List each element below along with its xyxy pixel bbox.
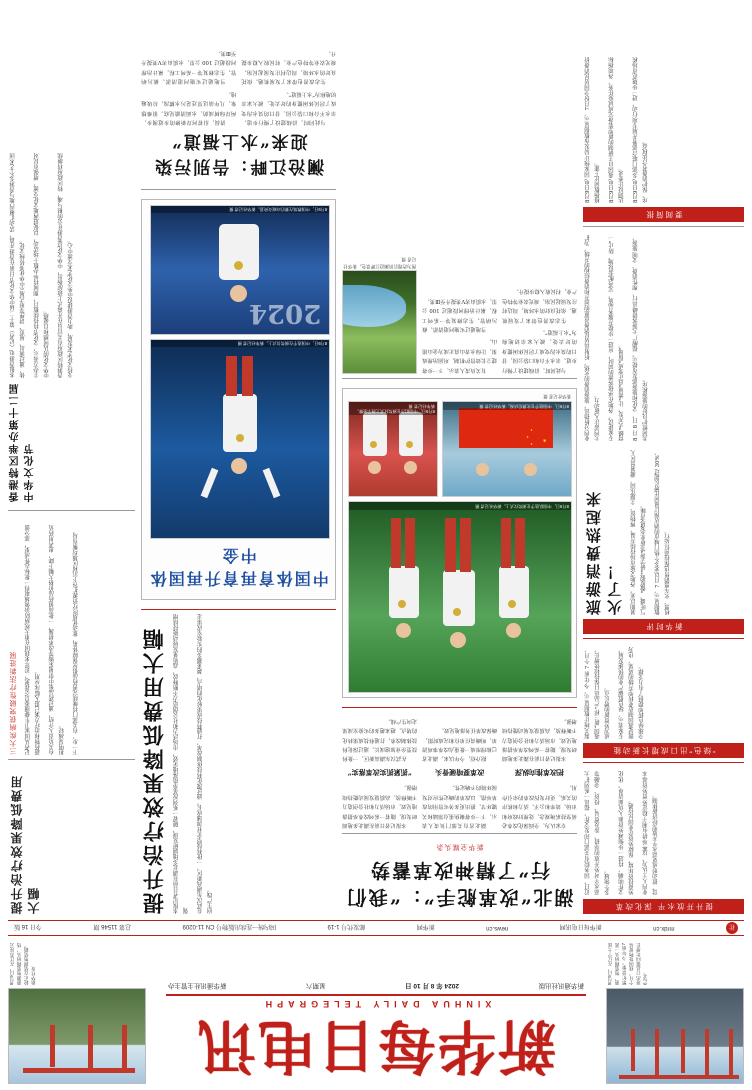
lead-story-headline[interactable]: 湖北“改革舵手”：“我们行”了精神改革蓄势 (345, 859, 574, 908)
bottom-para-2: 与此同时，沿线建设了慢行步道、亲水平台和口袋公园，昔日的臭水沟变成了居民休闲健身的好去处，被大家亲切地称为“水上福道”。 (241, 90, 337, 125)
lead-subhead-0: “抓紧抓实改革落实” (347, 767, 412, 777)
divider (583, 226, 744, 227)
divider (8, 510, 135, 511)
brief-item-2: 8月9日电 多部门联合部署开展专项行动，进一步规范市场秩序，保护消费者合法权益。 (632, 57, 649, 203)
cn-code: 国内统一连续出版物号 CN 11-0209 (182, 923, 277, 930)
rail-box2-label: “绿色”出口成增长新动能 (583, 743, 744, 758)
olympic-photo-package-right (342, 388, 577, 699)
commentary-para-4: 8 月 8 日，文化和旅游部发布提示，提醒广大游客错峰出行、理性消费、文明旅游，共同维护良好的旅游秩序。 (632, 235, 649, 441)
port-photo-left (606, 988, 744, 1084)
column-right (583, 23, 744, 914)
rail-box1-para-1: 文件明确，将进一步缩减外资准入负面清单，优化外商投资环境，保障外资企业国民待遇。 (618, 771, 635, 895)
rail-box1-para-0: 近日，国务院有关部门印发文件，提出一系列扩大高水平对外开放的举措，涉及贸易、投资、金融等多个领域。 (584, 771, 611, 895)
weekday: 星期六 (306, 982, 326, 990)
lead-vpara-1: 在武汉东湖高新区，一批科技型企业加速成长。通过深化科技体制改革，打通科技成果转化的堵点，越来越多的实验室成果走向生产线。 (197, 614, 214, 914)
divider-red (342, 707, 577, 708)
left-feature-para-2: 下一步，有关部门将继续完善药品供应保障体系，推动优质医疗资源扩容下沉和区域均衡布局。 (73, 528, 80, 755)
lead-subhead-2: 把改革推向纵深 (514, 767, 564, 777)
rail-box1-label: 提升开放水平 深化改革 (583, 899, 744, 914)
column-center-right (342, 23, 577, 914)
bottom-right-para-0: 有关负责人表示，下一步将建立长效管护机制，巩固治理成果，让绿水青山真正成为金山银山。 (422, 338, 497, 373)
photo-pair-caption: 8月9日，中国组合在颁奖仪式上展示金牌。新华社记者 摄 (349, 402, 437, 415)
commentary-para-2: 业内分析指出，旅游消费的火热，折射出居民消费意愿的回升和消费结构的升级，为扩大内需注入新动力。 (584, 235, 601, 441)
photo-river-caption: 图为治理后的澜沧江畔景色。新华社记者 摄 (343, 256, 417, 268)
left-feature-para-0: 记者从国家卫生健康委员会获悉，近年来我国在重大疾病防治领域取得一批标志性成果，部分创新药物和治疗方案已进入临床应用。 (25, 525, 42, 755)
olympic-photo-package (141, 199, 336, 600)
olympic-package-title: 中国体育再育升再国体中金 (148, 546, 329, 588)
rail-box2-para-0: 海关统计数据显示，今年前 7 个月，我国“新三样”产品出口保持较快增长，成为外贸新的增长点。 (584, 647, 611, 739)
newspaper-title-english: XINHUA DAILY TELEGRAPH (260, 999, 492, 1010)
price: 邮发代号 1-19 (327, 923, 366, 930)
issue-number: 总第 11546 期 (93, 923, 132, 930)
photo-rowing-caption: 8月9日，中国选手在比赛后庆祝。新华社记者 摄 (443, 402, 571, 409)
column-left (8, 23, 135, 914)
bottom-right-para-3: 生态改善也带来了发展机遇。依托良好的水环境，周边村庄发展起民宿、观光农业等特色产业，村民收入稳步提升。 (502, 288, 577, 323)
photo-team-gold (348, 501, 572, 693)
port-photo-right (8, 988, 146, 1084)
bottom-story-headline[interactable]: 澜沧江畔：告别污染 迎来“水上福道” (153, 131, 325, 176)
mobile-site[interactable]: mrdx.cn (653, 925, 675, 931)
left-feature-para-1: 有关负责人介绍，通过药品集中带量采购等改革措施，一批高值药品价格大幅下降，患者用药负担明显减轻。 (49, 525, 66, 755)
commentary-para-1: 数据显示，7 月以来多个热门城市的酒店预订量同比增长超过 30%，机票、火车票销售也保持高位运行。 (654, 450, 671, 615)
divider (141, 189, 336, 190)
rail-box1-para-2: 业内人士认为，这些举措有利于稳定外贸外资基本盘，推动形成更高水平开放型经济新体制。 (642, 771, 659, 895)
photo-coach (150, 205, 330, 335)
right-photo-caption: 8月9日，在江苏连云港港集装箱码头，货轮正在装卸集装箱。新华社发 (9, 943, 36, 985)
masthead-meta (152, 982, 600, 994)
photo-rowing: ★ ★ ★ ★ 8月9日，中国选手在比赛后庆祝。新华社记者 摄 (442, 401, 572, 497)
commentary-para-3: 专家建议，各地在承接客流的同时，应进一步提升服务品质，完善配套设施，防止"一窝蜂"式开发，让"流量"真正变成"留量"。 (608, 235, 625, 441)
divider (8, 759, 135, 760)
photo-river (342, 270, 417, 374)
divider-red (583, 762, 744, 763)
divider-red (141, 609, 336, 610)
sponsor-right: 新华通讯社出版 (538, 982, 584, 990)
photo-team-caption: 8月9日，中国队选手在颁奖仪式上。新华社记者 摄 (349, 502, 571, 509)
photo-pair (348, 401, 438, 497)
bottom-right-para-1: 当地通过实施河道清淤、截污纳管、生态修复等一系列工程，累计治理河段超过 100 公里，水质由劣Ⅴ类提升至Ⅲ类。 (422, 297, 497, 333)
left-bottom-headline[interactable]: 香港特区举办第十二届中华文化节 (10, 382, 36, 502)
rail-box3-label: 新华时评 (583, 619, 744, 634)
column-center-left (141, 23, 336, 914)
lead-story-text (342, 712, 577, 829)
publish-date: 2024 年 8 月 10 日 (405, 982, 459, 990)
divider (342, 833, 577, 834)
bottom-story-text-right (342, 255, 577, 374)
seal-icon: 社 (726, 922, 738, 934)
lead-headline-vertical[interactable]: 提升治疗效果降低费用大幅 (141, 626, 167, 914)
left-feature-headline[interactable]: 提升治疗效果降低费用大幅 (10, 774, 41, 914)
divider-red (583, 638, 744, 639)
web-site[interactable]: news.cn (486, 925, 509, 931)
lead-para-0: 本报记者日前在湖北多地调研发现，随着一系列改革举措落地见效，市场活力和社会创造力不断释放，高质量发展动能持续增强。 (342, 784, 418, 828)
photo-podium-caption: 8月9日，中国选手在颁奖仪式上。新华社记者 摄 (151, 340, 329, 347)
brief-title: 要闻简报 (583, 207, 744, 222)
bottom-story-text (141, 45, 336, 126)
bottom-right-para-2: 与此同时，沿线建设了慢行步道、亲水平台和口袋公园，昔日的臭水沟变成了居民休闲健身的好去处，被大家亲切地称为“水上福道”。 (502, 329, 577, 373)
photo-podium (150, 339, 330, 539)
lead-para-2: 湖北省有关部门负责人表示，下一步将聚焦重点领域和关键环节，推出更多务实管用的改革举措，以改革的确定性应对发展环境的不确定性。 (422, 784, 497, 828)
mobile-site-label: 新华每日电讯网 (559, 923, 602, 930)
left-feature-subhead: 三大疾病获突破性疗法新进展 (10, 651, 17, 755)
lead-para-5: 本报记者日前在湖北多地调研发现，随着一系列改革举措落地见效，市场活力和社会创造力不断释放，高质量发展动能持续增强。 (502, 717, 577, 762)
page-count: 今日 16 版 (14, 923, 43, 930)
brief-item-0: 8月9日电 国家统计局发布数据显示，7月份全国居民消费价格指数同比上涨。 (584, 57, 601, 203)
bottom-para-3: 生态改善也带来了发展机遇。依托良好的水环境，周边村庄发展起民宿、观光农业等特色产业，村民收入稳步提升。 (241, 50, 337, 85)
masthead-divider (166, 994, 586, 996)
bottom-para-0: 清晨，沿着河岸新修的步道漫步，两岸绿树成荫，水面清澈见底。很难想象，几年前这里还是污水横流、垃圾遍地。 (141, 90, 237, 125)
commentary-headline[interactable]: 旅游消费热起来 火了！ (584, 489, 624, 615)
olympic-credit: 新华社记者 摄 (543, 394, 571, 400)
newspaper-title: 新华每日电讯 (196, 1012, 557, 1080)
year-overlay: 2024 (248, 298, 322, 328)
photo-coach-caption: 8月9日，中国教练在赛后向观众致意。新华社记者 摄 (151, 206, 329, 213)
page-content (0, 15, 752, 920)
lead-para-3: 据介绍，今年以来，湖北省已梳理形成一批重点改革事项清单，明确责任单位和完成时限，确保改革任务落地见效。 (422, 727, 497, 762)
masthead (0, 940, 752, 1090)
lead-story-kicker: 新华全媒头条 (435, 843, 484, 850)
divider (342, 378, 577, 379)
left-photo-caption: 8月9日，在辽宁大连港，集装箱码头一派繁忙景象。今年前7个月，我国货物贸易进出口总值同比增长6.2%。 (607, 943, 648, 985)
lead-subhead-1: 改革要啃硬骨头 (435, 767, 485, 777)
left-bottom-para-2: 香港特区政府有关官员在开幕式上致辞指出，中华文化是香港社会的根与魂，特区政府将继续支持文化艺术发展，助力香港建设中外文化艺术交流中心。 (58, 153, 74, 378)
masthead-right-photo-block (8, 943, 146, 1084)
bottom-para-1: 当地通过实施河道清淤、截污纳管、生态修复等一系列工程，累计治理河段超过 100 公里，水质由劣Ⅴ类提升至Ⅲ类。 (141, 50, 237, 85)
masthead-center (146, 982, 606, 1084)
lead-para-1: 在武汉东湖高新区，一批科技型企业加速成长。通过深化科技体制改革，打通科技成果转化的堵点，越来越多的实验室成果走向生产线。 (342, 717, 418, 762)
brief-item-1: 8月9日电 我国自主研制的新型装备完成试验任务，各项指标达到设计要求。 (608, 57, 625, 203)
left-bottom-para-1: 主办方表示，文化节将持续数月，期间将举办数十场活动，以促进两地文化交流，增强市民对中华文化的认同感和自豪感。 (34, 153, 50, 378)
masthead-left-photo-block (606, 943, 744, 1084)
lead-vpara-0: 本报记者日前在湖北多地调研发现，随着一系列改革举措落地见效，市场活力和社会创造力不断释放，高质量发展动能持续增强。 (173, 614, 190, 914)
left-bottom-para-0: 本报香港电（记者）第十二届中华文化节日前在香港开幕，活动汇聚内地与香港多个艺术团体，通过演出、展览、讲座等形式展示中华优秀传统文化。 (10, 153, 26, 378)
commentary-para-0: 暑期以来，各地文旅市场持续升温，博物馆、主题乐园、避暑景区人气旺盛，"微度假""研学游"等新业态备受青睐。 (630, 450, 647, 615)
rail-box2-para-1: 专家表示，绿色低碳产业的快速发展，既是我国制造业转型升级的成果，也为全球绿色转型提供了有力支撑。 (618, 647, 645, 739)
lead-para-4: 专家认为，全面深化改革必须坚持系统观念，处理好政府和市场、效率和公平、活力和秩序的关系，更好发挥改革的牵引作用。 (502, 784, 577, 828)
issue-info-bar (8, 920, 744, 936)
web-site-label: 新华网 (416, 923, 435, 930)
sponsor-left: 新华通讯社主管主办 (168, 982, 227, 990)
